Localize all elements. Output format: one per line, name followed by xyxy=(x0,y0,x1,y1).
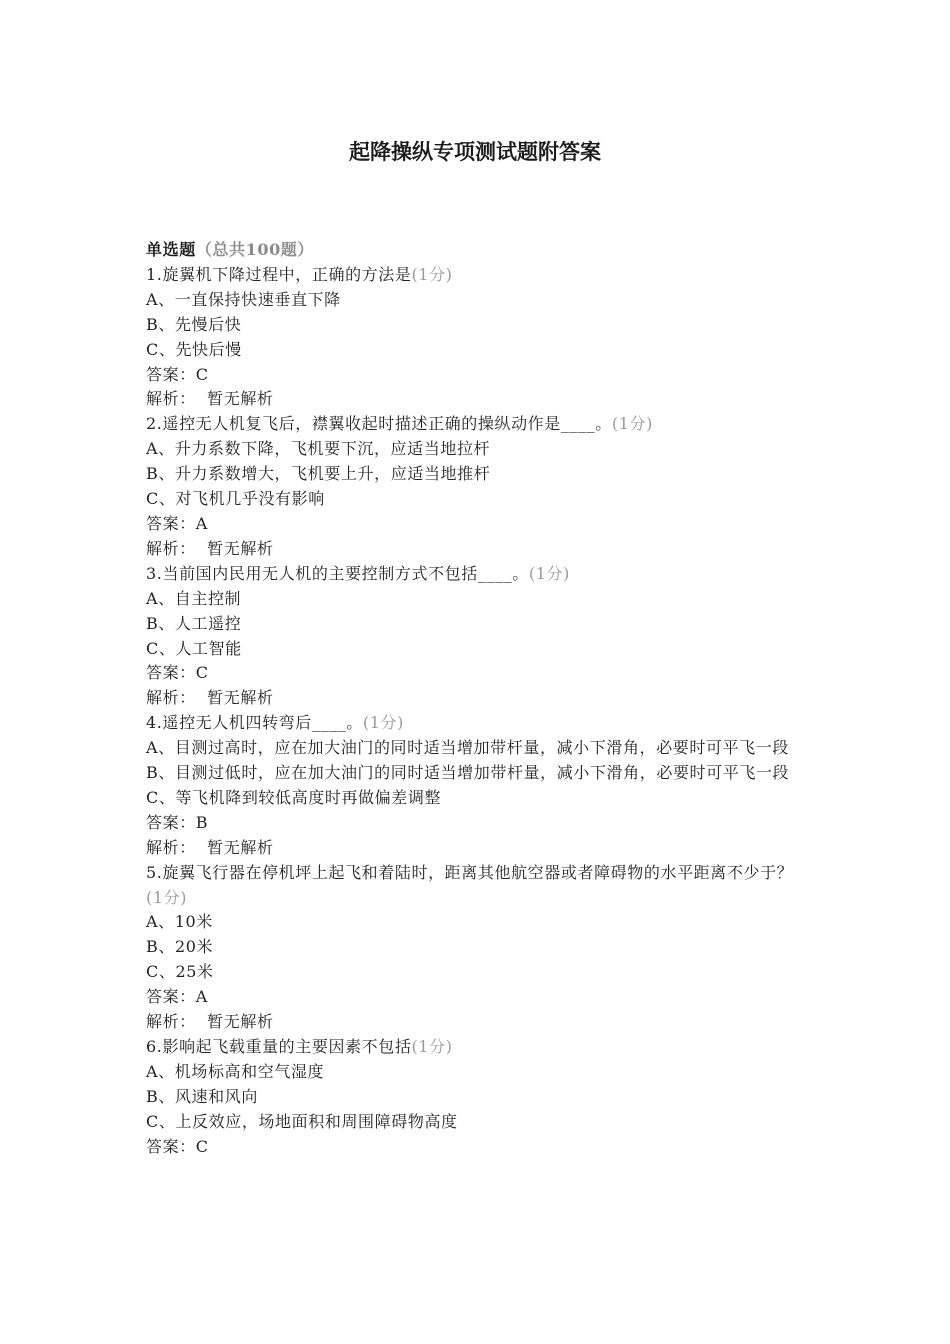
question-score: (1分) xyxy=(611,414,653,434)
analysis: 解析： 暂无解析 xyxy=(146,1012,274,1032)
analysis: 解析： 暂无解析 xyxy=(146,688,274,708)
option-a: A、目测过高时，应在加大油门的同时适当增加带杆量，减小下滑角，必要时可平飞一段 xyxy=(146,738,789,758)
answer: 答案：C xyxy=(146,1136,209,1156)
question-score: (1分) xyxy=(411,264,453,284)
option-a: A、机场标高和空气湿度 xyxy=(146,1061,325,1081)
question-score: (1分) xyxy=(362,713,404,733)
answer: 答案：A xyxy=(146,987,208,1007)
question-stem: 3.当前国内民用无人机的主要控制方式不包括____。(1分) xyxy=(146,563,570,583)
section-label: 单选题 xyxy=(146,240,196,259)
section-note: （总共100题） xyxy=(195,240,315,259)
option-c: C、上反效应，场地面积和周围障碍物高度 xyxy=(146,1111,458,1131)
question-list xyxy=(146,238,810,1160)
option-c: C、对飞机几乎没有影响 xyxy=(146,489,325,509)
option-b: B、升力系数增大，飞机要上升，应适当地推杆 xyxy=(146,464,491,484)
question-stem: 2.遥控无人机复飞后，襟翼收起时描述正确的操纵动作是____。(1分) xyxy=(146,414,653,434)
analysis: 解析： 暂无解析 xyxy=(146,389,274,409)
question-score: (1分) xyxy=(146,887,188,907)
answer: 答案：A xyxy=(146,513,208,533)
option-b: B、20米 xyxy=(146,937,214,957)
option-c: C、等飞机降到较低高度时再做偏差调整 xyxy=(146,787,442,807)
analysis: 解析： 暂无解析 xyxy=(146,538,274,558)
answer: 答案：B xyxy=(146,812,209,832)
option-b: B、先慢后快 xyxy=(146,314,242,334)
option-a: A、一直保持快速垂直下降 xyxy=(146,289,341,309)
analysis: 解析： 暂无解析 xyxy=(146,837,274,857)
option-a: A、升力系数下降，飞机要下沉，应适当地拉杆 xyxy=(146,439,491,459)
answer: 答案：C xyxy=(146,364,209,384)
section-header xyxy=(146,238,810,263)
question-stem: 5.旋翼飞行器在停机坪上起飞和着陆时，距离其他航空器或者障碍物的水平距离不少于？(1分) xyxy=(146,862,794,907)
question-stem: 6.影响起飞载重量的主要因素不包括(1分) xyxy=(146,1037,453,1056)
question-stem: 4.遥控无人机四转弯后____。(1分) xyxy=(146,713,404,733)
document-title: 起降操纵专项测试题附答案 xyxy=(349,139,601,164)
answer: 答案：C xyxy=(146,663,209,683)
question-score: (1分) xyxy=(411,1037,453,1056)
option-c: C、先快后慢 xyxy=(146,339,242,359)
option-b: B、目测过低时，应在加大油门的同时适当增加带杆量，减小下滑角，必要时可平飞一段 xyxy=(146,763,790,783)
question-score: (1分) xyxy=(528,563,570,583)
option-a: A、10米 xyxy=(146,912,213,932)
option-c: C、25米 xyxy=(146,962,214,982)
question-stem: 1.旋翼机下降过程中，正确的方法是(1分) xyxy=(146,264,453,284)
option-b: B、人工遥控 xyxy=(146,613,242,633)
option-a: A、自主控制 xyxy=(146,588,242,608)
option-b: B、风速和风向 xyxy=(146,1086,258,1106)
option-c: C、人工智能 xyxy=(146,638,242,658)
